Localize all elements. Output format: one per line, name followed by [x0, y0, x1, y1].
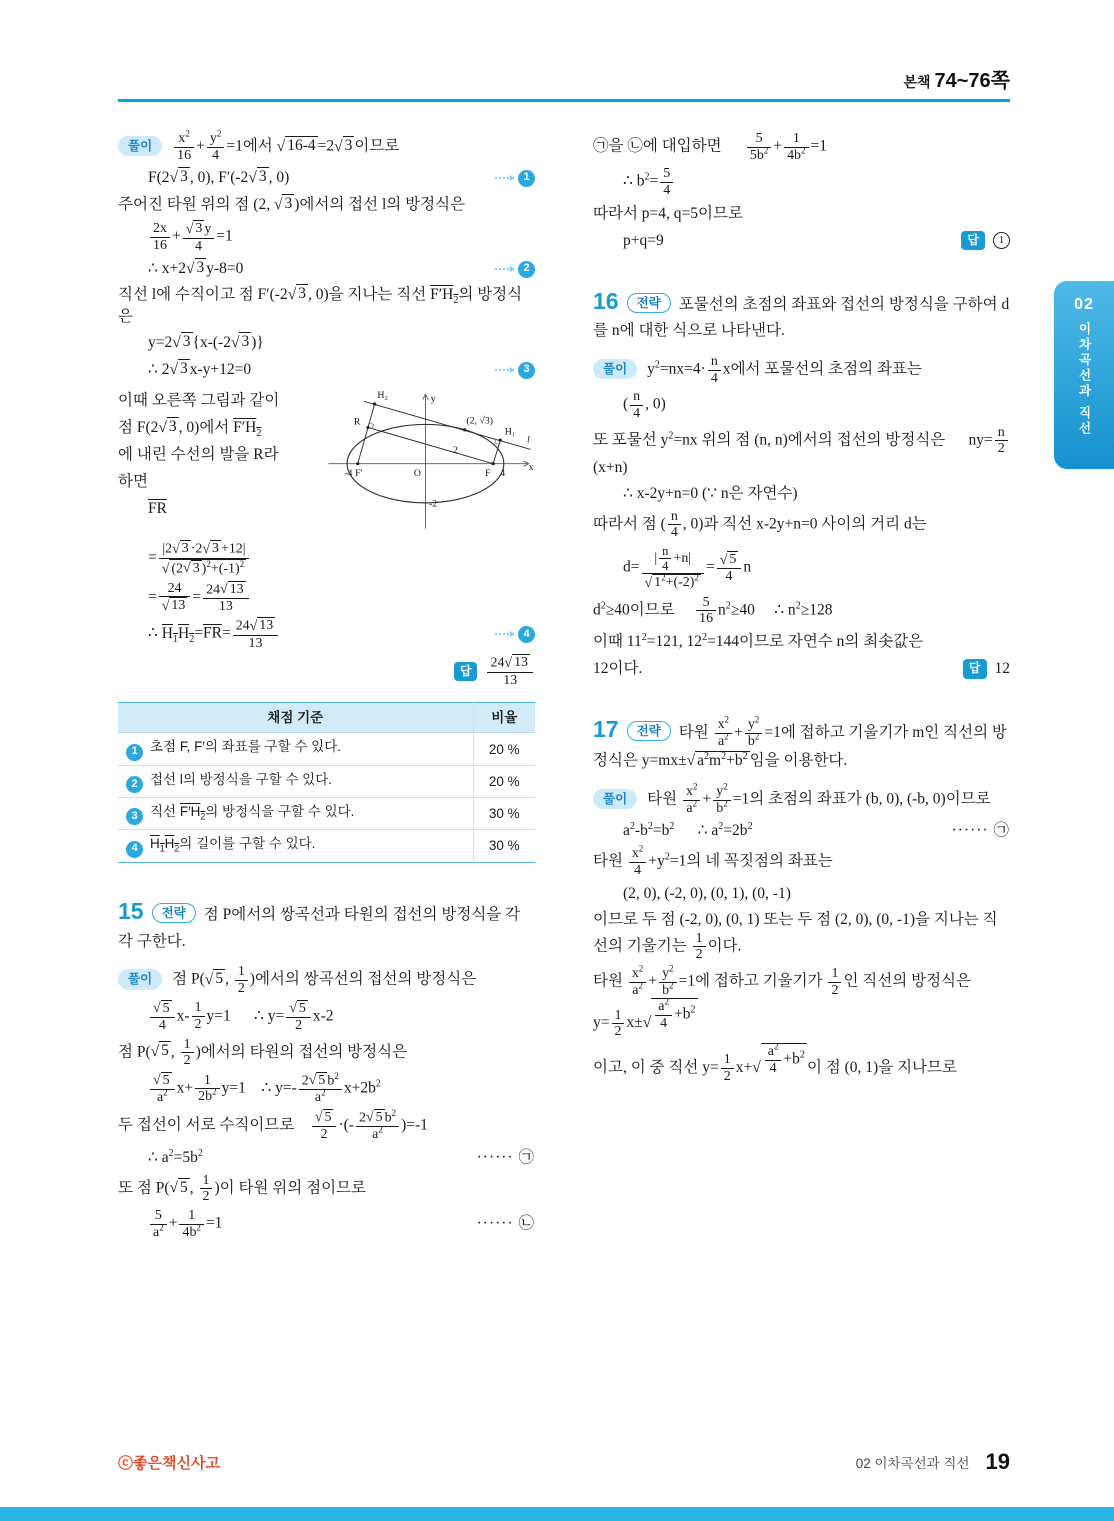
criteria-cell [118, 798, 473, 830]
answer [951, 231, 1010, 251]
solution-line [118, 416, 321, 440]
solution-line [593, 509, 1010, 541]
figure-points [353, 403, 502, 466]
clause-reference: ······ ㉡ [476, 1215, 535, 1232]
solution-line [118, 617, 535, 651]
solution-line [593, 819, 1010, 843]
label-H2: H₂ [377, 389, 388, 401]
solution-line [593, 425, 1010, 479]
math-expression: 타원 $\frac{x^2}{4}$ $+y^2=1$의 네 꼭짓점의 좌표는 [593, 843, 833, 879]
label-neg2: -2 [429, 498, 438, 510]
solution-line [593, 1043, 1010, 1085]
footer-section-info [856, 1449, 1010, 1475]
math-expression: ∴ $H_1H_2=\overline{FR}=$ 24 √ 13 13 [148, 617, 280, 651]
strategy-badge: 전략 [152, 903, 196, 923]
strategy-text: 점 P에서의 쌍곡선과 타원의 접선의 방정식을 각각 구한다. [118, 905, 521, 950]
solution-badge: 풀이 [118, 969, 162, 989]
solution-line [593, 595, 1010, 627]
solution-line [118, 964, 535, 996]
solution-line [118, 220, 535, 254]
solution-line [593, 909, 1010, 963]
criteria-cell [118, 733, 473, 765]
publisher-logo: ⓒ좋은책신사고 [118, 1454, 220, 1472]
criteria-text: $H_1H_2$의 길이를 구할 수 있다. [150, 836, 316, 855]
solution-line [118, 1146, 535, 1170]
step-number-badge: 3 [126, 808, 143, 825]
clause-reference: ······ ㉠ [951, 822, 1010, 840]
answer-badge: 답 [961, 231, 985, 251]
label-F-prime: F′ [355, 468, 363, 480]
solution-badge: 풀이 [593, 789, 637, 809]
dashed-line-icon [495, 633, 509, 635]
figure-labels [344, 390, 534, 510]
table-header-row [118, 703, 535, 733]
solution-line [118, 257, 535, 281]
solution-line [118, 389, 321, 413]
solution-line [118, 166, 535, 190]
solution-line [593, 202, 1010, 226]
tangent-line-l [364, 402, 531, 450]
math-expression: y=2 √ 3 {x-(-2 √ 3 )} [148, 333, 264, 352]
math-expression: ㉠을 ㉡에 대입하면 $\frac{5}{5b^2}$ + $\frac{1}{4b^2}$ =1 [593, 131, 828, 163]
math-expression: 이때 $11^2=121$, $12^2=144$이므로 자연수 n의 최솟값은 [593, 631, 924, 650]
math-expression: 에 내린 수선의 발을 R라 [118, 446, 279, 464]
solution-line [118, 331, 535, 355]
label-4: 4 [500, 468, 506, 480]
solution-line [593, 389, 1010, 421]
math-expression: √ 5 4 x- $\frac{1}{2}$ y=1 ∴ y= √ 5 2 x-2 [148, 1000, 334, 1034]
problem-number: 17 [593, 715, 619, 742]
answer-badge: 답 [963, 659, 987, 679]
step-marker [487, 261, 535, 278]
arrowhead-icon [510, 266, 515, 272]
solution-line [118, 1173, 535, 1205]
step-number-badge: 1 [518, 170, 535, 187]
step-marker [487, 626, 535, 643]
segment-Fprime-H2 [358, 404, 375, 464]
solution-line [593, 354, 1010, 386]
dashed-line-icon [495, 268, 509, 270]
label-point: (2, √3) [466, 415, 493, 427]
problem-block [593, 283, 1010, 345]
math-expression: $a^2-b^2=b^2$ ∴ $a^2=2b^2$ [623, 821, 753, 840]
header-rule [118, 99, 1010, 102]
solution-line [593, 544, 1010, 591]
figure-side-text [118, 386, 321, 524]
math-expression: 따라서 점 ( $\frac{n}{4}$ , 0)과 직선 x-2y+n=0 사이의 거리 d는 [593, 508, 927, 541]
answer-value: 12 [994, 659, 1010, 677]
criteria-text: 직선 $F'H_2$의 방정식을 구할 수 있다. [150, 804, 355, 822]
ratio-cell: 20 % [473, 733, 535, 765]
step-number-badge: 2 [126, 776, 143, 793]
answer [444, 654, 535, 688]
label-O: O [413, 468, 421, 480]
math-expression: p+q=9 [623, 231, 664, 249]
solution-line [118, 443, 321, 467]
answer-value: 1 [993, 232, 1010, 249]
label-H1: H₁ [504, 426, 516, 438]
answer [953, 658, 1010, 680]
grading-table [118, 702, 535, 862]
solution-line [118, 1208, 535, 1240]
strategy-badge: 전략 [627, 721, 671, 741]
math-expression: 점 F(2 √ 3 , 0)에서 $F'H_2$ [118, 418, 262, 440]
math-expression: $\frac{2x}{16}$ + √ 3 y 4 =1 [148, 220, 233, 254]
solution-line [118, 1037, 535, 1069]
math-expression: F(2 √ 3 , 0), F′(-2 √ 3 , 0) [148, 168, 290, 187]
label-R: R [353, 416, 361, 428]
table-row [118, 830, 535, 862]
table-row [118, 733, 535, 765]
solution-line [118, 497, 321, 521]
problem-block [593, 711, 1010, 774]
criteria-cell [118, 765, 473, 797]
page-reference [903, 64, 1010, 93]
solution-line [593, 882, 1010, 906]
label-x-axis: x [528, 462, 534, 474]
solution-line [118, 540, 535, 577]
math-expression: 또 포물선 $y^2=nx$ 위의 점 (n, n)에서의 접선의 방정식은 ny= $\frac{n}{2}$ (x+n) [593, 425, 1010, 479]
math-expression: 하면 [118, 473, 148, 491]
label-neg4: -4 [344, 468, 353, 480]
math-expression: (2, 0), (-2, 0), (0, 1), (0, -1) [623, 884, 791, 902]
answer-value: 24 √ 13 13 [485, 654, 535, 688]
solution-line [118, 193, 535, 217]
ratio-cell: 30 % [473, 830, 535, 862]
figure-row [118, 386, 535, 536]
strategy-text: 포물선의 초점의 좌표와 접선의 방정식을 구하여 d를 n에 대한 식으로 나타낸다. [593, 295, 1010, 340]
math-expression: 이때 오른쪽 그림과 같이 [118, 392, 280, 410]
math-expression: 두 접선이 서로 수직이므로 √ 5 2 ·(- 2 √ 5 $b^2$ $a^2$ )=-1 [118, 1107, 428, 1142]
arrowhead-icon [510, 631, 515, 637]
solution-line [593, 630, 1010, 654]
content-columns [118, 128, 1010, 1243]
math-expression: $\frac{5}{a^2}$ + $\frac{1}{4b^2}$ =1 [148, 1208, 222, 1240]
chapter-number: 02 [1074, 296, 1094, 313]
dashed-line-icon [495, 369, 509, 371]
solution-line [593, 657, 1010, 681]
solution-line [118, 470, 321, 494]
strategy-badge: 전략 [627, 293, 671, 313]
ratio-cell: 20 % [473, 765, 535, 797]
problem-block [118, 893, 535, 955]
math-expression: = |2 √ 3 ·2 √ 3 +12| √ (2 √ 3 )$^2+(-1)^2$ [148, 540, 251, 577]
right-column [593, 128, 1010, 1088]
solution-badge: 풀이 [118, 136, 162, 156]
problem-number: 16 [593, 287, 619, 314]
step-number-badge: 3 [518, 362, 535, 379]
criteria-text: 초점 F, F′의 좌표를 구할 수 있다. [150, 739, 341, 755]
label-F: F [485, 468, 491, 480]
math-expression: 따라서 p=4, q=5이므로 [593, 204, 743, 222]
table-row [118, 765, 535, 797]
answer-badge: 답 [454, 662, 478, 682]
label-y-axis: y [430, 393, 436, 405]
math-expression: 또 점 P( √ 5 , $\frac{1}{2}$ )이 타원 위의 점이므로 [118, 1172, 367, 1205]
label-l: l [526, 434, 530, 446]
solution-line [118, 1000, 535, 1034]
math-expression: $\overline{FR}$ [148, 500, 167, 518]
step-number-badge: 1 [126, 744, 143, 761]
solution-line [593, 963, 1010, 1040]
math-expression: 점 P( √ 5 , $\frac{1}{2}$ )에서의 타원의 접선의 방정식은 [118, 1036, 408, 1069]
math-expression: 주어진 타원 위의 점 (2, √ 3 )에서의 접선 l의 방정식은 [118, 195, 466, 214]
solution-line [593, 131, 1010, 163]
math-expression: 타원 $\frac{x^2}{a^2}$ + $\frac{y^2}{b^2}$ =1에 접하고 기울기가 $\frac{1}{2}$ 인 직선의 방정식은 y= $\frac{1}{2}$ x± √ $\frac{a^2}{4}$ $+b^2$ [593, 963, 995, 1040]
math-expression: d= | $\frac{n}{4}$ +n| √ $1^2+(-2)^2$ = √ 5 4 n [623, 544, 752, 591]
solution-line [593, 229, 1010, 253]
criteria-header: 채점 기준 [118, 703, 473, 733]
solution-badge: 풀이 [593, 359, 637, 379]
math-expression: ∴ $b^2=$ $\frac{5}{4}$ [623, 166, 675, 198]
chapter-side-tab [1054, 281, 1114, 469]
math-expression: ∴ $a^2=5b^2$ [148, 1147, 203, 1166]
clause-reference: ······ ㉠ [476, 1148, 535, 1166]
solution-line [593, 482, 1010, 506]
table-row [118, 798, 535, 830]
criteria-text: 접선 l의 방정식을 구할 수 있다. [150, 771, 332, 787]
footer-section: 02 이차곡선과 직선 [855, 1456, 970, 1471]
page-range: 74~76쪽 [934, 70, 1010, 92]
math-expression: 점 P( √ 5 , $\frac{1}{2}$ )에서의 쌍곡선의 접선의 방정식은 [172, 964, 477, 996]
math-expression: ∴ 2 √ 3 x-y+12=0 [148, 360, 252, 379]
math-expression: $\frac{x^2}{16}$ + $\frac{y^2}{4}$ =1에서 √ 16-4 =2 √ 3 이므로 [172, 131, 399, 163]
page-footer [118, 1449, 1010, 1475]
bottom-color-band [0, 1507, 1114, 1521]
label-2: 2 [453, 445, 458, 457]
math-expression: √ 5 $a^2$ x+ $\frac{1}{2b^2}$ y=1 ∴ y=- 2 √ 5 $b^2$ $a^2$ $x+2b^2$ [148, 1072, 381, 1106]
solution-line [593, 843, 1010, 879]
math-expression: 직선 l에 수직이고 점 F′(-2 √ 3 , 0)을 지나는 직선 $F'H_2$의 방정식은 [118, 285, 523, 326]
solution-line [118, 358, 535, 382]
problem-number: 15 [118, 897, 144, 924]
solution-line [118, 581, 535, 615]
math-expression: ( $\frac{n}{4}$ , 0) [623, 389, 666, 421]
solution-line [118, 1109, 535, 1143]
math-expression: 타원 $\frac{x^2}{a^2}$ + $\frac{y^2}{b^2}$ =1의 초점의 좌표가 (b, 0), (-b, 0)이므로 [647, 781, 991, 816]
ellipse-figure [323, 386, 535, 536]
ratio-header: 비율 [473, 703, 535, 733]
left-column [118, 128, 535, 1243]
solution-line [593, 166, 1010, 198]
math-expression: ∴ x-2y+n=0 (∵ n은 자연수) [623, 484, 798, 502]
criteria-cell [118, 830, 473, 862]
math-expression: 이므로 두 점 (-2, 0), (0, 1) 또는 두 점 (2, 0), (0, -1)을 지나는 직선의 기울기는 $\frac{1}{2}$ 이다. [593, 910, 998, 963]
solution-line [593, 781, 1010, 816]
step-marker [487, 170, 535, 187]
dashed-line-icon [495, 177, 509, 179]
math-expression: $d^2\ge 40$이므로 $\frac{5}{16}$ $n^2\ge 40$ ∴ $n^2\ge 128$ [593, 594, 833, 627]
math-expression: $y^2=nx=4\cdot$ $\frac{n}{4}$ x에서 포물선의 초점의 좌표는 [647, 354, 922, 386]
math-expression: 이고, 이 중 직선 y= $\frac{1}{2}$ x+ √ $\frac{a^2}{4}$ $+b^2$ 이 점 (0, 1)을 지나므로 [593, 1041, 957, 1085]
math-expression: ∴ x+2 √ 3 y-8=0 [148, 259, 244, 278]
arrowhead-icon [510, 367, 515, 373]
strategy-text: 타원 $\frac{x^2}{a^2}$ + $\frac{y^2}{b^2}$ =1에 접하고 기울기가 m인 직선의 방정식은 y=mx± √ $a^2m^2+b^2$ 임을 이용한다. [593, 714, 1007, 770]
solution-line [118, 1072, 535, 1106]
footer-page-number: 19 [985, 1449, 1010, 1474]
step-marker [487, 362, 535, 379]
solution-line [118, 654, 535, 688]
step-number-badge: 4 [126, 841, 143, 858]
solution-line [118, 128, 535, 163]
ratio-cell: 30 % [473, 798, 535, 830]
step-number-badge: 2 [518, 261, 535, 278]
chapter-title: 이차곡선과 직선 [1077, 322, 1091, 437]
arrowhead-icon [510, 175, 515, 181]
math-expression: 12이다. [593, 659, 643, 677]
solution-line [118, 284, 535, 328]
math-expression: = 24 √ 13 = 24 √ 13 13 [148, 581, 251, 615]
step-number-badge: 4 [518, 626, 535, 643]
book-label: 본책 [903, 74, 931, 90]
